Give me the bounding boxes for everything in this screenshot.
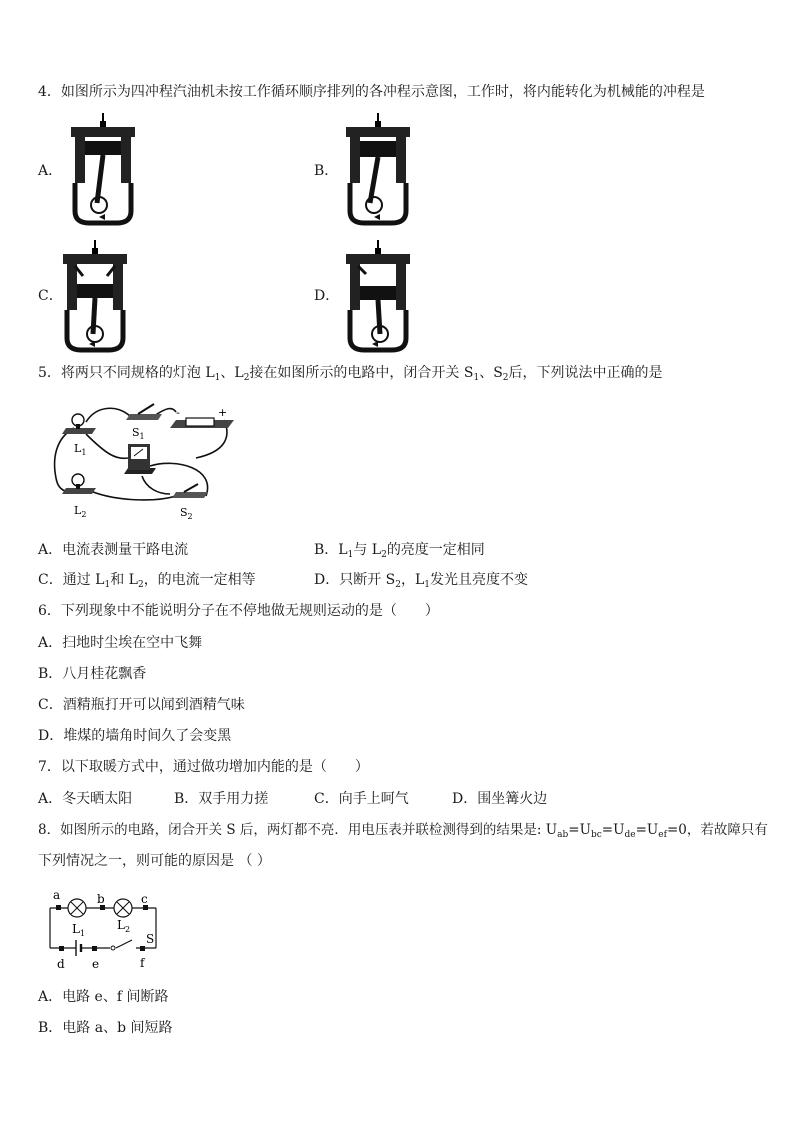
q6-stem: 6．下列现象中不能说明分子在不停地做无规则运动的是（ ） <box>38 603 439 619</box>
engine-diagram-c <box>61 238 129 354</box>
q5-label-s2: $S_2$ <box>180 506 193 521</box>
q4-option-d-label: D． <box>314 288 340 304</box>
q8-label-l1: $L_1$ <box>72 922 86 938</box>
q8-node-c: c <box>141 892 148 906</box>
q8-label-s: S <box>146 932 155 946</box>
q8-node-e: e <box>92 957 100 971</box>
q5-label-plus: + <box>218 406 228 419</box>
q7-option-b: B．双手用力搓 <box>174 791 269 807</box>
q8-circuit-figure <box>40 886 170 972</box>
q5-option-a: A．电流表测量干路电流 <box>38 542 189 558</box>
engine-diagram-a <box>69 111 137 227</box>
q5-stem: 5．将两只不同规格的灯泡 $L_1$、$L_2$接在如图所示的电路中，闭合开关 $S_1$、$S_2$后，下列说法中正确的是 <box>38 365 663 383</box>
q8-node-d: d <box>57 957 65 971</box>
q7-stem: 7．以下取暖方式中，通过做功增加内能的是（ ） <box>38 759 369 775</box>
q4-option-b-label: B． <box>314 163 339 179</box>
q6-option-b: B．八月桂花飘香 <box>38 666 147 682</box>
engine-diagram-d <box>344 238 412 354</box>
q7-option-a: A．冬天晒太阳 <box>38 791 133 807</box>
q6-option-c: C．酒精瓶打开可以闻到酒精气味 <box>38 697 245 713</box>
q8-stem-line2: 下列情况之一，则可能的原因是 （ ） <box>38 853 271 869</box>
q5-label-minus: - <box>176 406 180 419</box>
q8-option-b: B．电路 a、b 间短路 <box>38 1020 173 1036</box>
q5-option-d: D．只断开 $S_2$，$L_1$发光且亮度不变 <box>314 572 529 590</box>
q5-option-b: B．$L_1$与 $L_2$的亮度一定相同 <box>314 542 485 560</box>
q7-option-c: C．向手上呵气 <box>314 791 409 807</box>
q5-option-c: C．通过 $L_1$和 $L_2$，的电流一定相等 <box>38 572 256 590</box>
q8-label-l2: $L_2$ <box>117 918 131 934</box>
q4-stem: 4．如图所示为四冲程汽油机未按工作循环顺序排列的各冲程示意图，工作时，将内能转化为机械能的冲程是 <box>38 84 705 100</box>
q5-circuit-figure <box>46 398 236 522</box>
q4-option-a-label: A． <box>38 163 63 179</box>
q6-option-d: D．堆煤的墙角时间久了会变黑 <box>38 728 232 744</box>
q8-node-b: b <box>97 892 105 906</box>
q8-stem-line1: 8．如图所示的电路，闭合开关 S 后，两灯都不亮．用电压表并联检测得到的结果是: $U_{ab}=U_{bc}=U_{de}=U_{ef}=0$，若故障只有 <box>38 822 768 840</box>
q8-node-f: f <box>140 956 145 970</box>
q6-option-a: A．扫地时尘埃在空中飞舞 <box>38 635 203 651</box>
engine-diagram-b <box>344 111 412 227</box>
q7-option-d: D．围坐篝火边 <box>452 791 548 807</box>
q8-node-a: a <box>53 888 61 902</box>
q5-label-l2: $L_2$ <box>74 504 87 519</box>
q4-option-c-label: C． <box>38 288 63 304</box>
q5-label-s1: $S_1$ <box>132 426 145 441</box>
q8-option-a: A．电路 e、f 间断路 <box>38 989 169 1005</box>
q5-label-l1: $L_1$ <box>74 442 87 457</box>
